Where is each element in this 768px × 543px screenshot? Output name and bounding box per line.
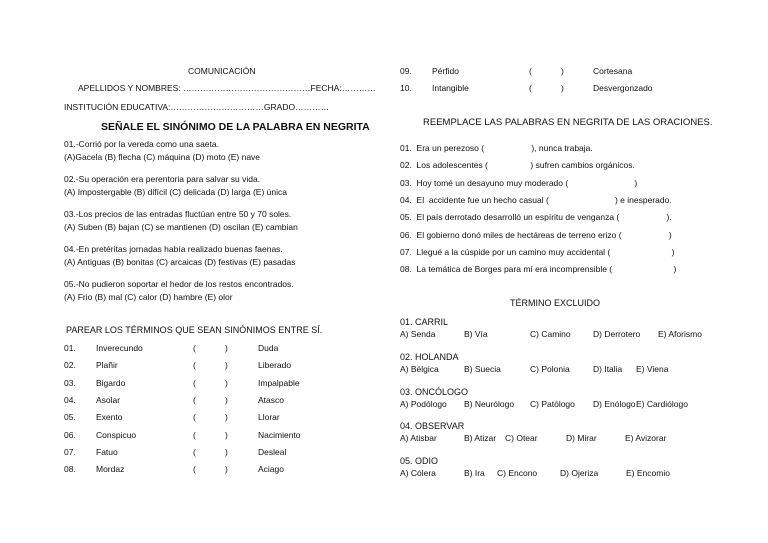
pair-term-a: Fatuo xyxy=(96,446,118,457)
pair-number: 04. xyxy=(64,394,76,405)
excluded-option: B) Ira xyxy=(464,468,485,478)
pair-blank-close: ) xyxy=(225,343,228,353)
excluded-option: E) Aforismo xyxy=(658,329,702,339)
replace-sentence: 02. Los adolescentes ( ) sufren cambios orgánicos. xyxy=(400,160,635,171)
pair-term-b: Impalpable xyxy=(258,377,300,388)
pair-number: 06. xyxy=(64,429,76,440)
question-options: (A)Gacela (B) flecha (C) máquina (D) moto (E) nave xyxy=(64,152,261,162)
excluded-keyword: 02. HOLANDA xyxy=(400,352,459,362)
excluded-option: A) Cólera xyxy=(400,468,436,478)
replace-sentence: 03. Hoy tomé un desayuno muy moderado ( ) xyxy=(400,177,638,188)
pair-term-a: Bigardo xyxy=(96,377,126,388)
pair-blank-close: ) xyxy=(561,83,564,93)
synonym-section-title: SEÑALE EL SINÓNIMO DE LA PALABRA EN NEGRITA xyxy=(101,121,370,133)
pair-blank-open: ( xyxy=(193,343,196,353)
excluded-option: C) Otear xyxy=(505,433,538,443)
excluded-option: C) Encono xyxy=(497,468,538,478)
pair-number: 02. xyxy=(64,360,76,371)
pairing-section-title: PAREAR LOS TÉRMINOS QUE SEAN SINÓNIMOS ENTRE SÍ. xyxy=(66,325,323,335)
excluded-option: E) Cardiólogo xyxy=(636,399,688,409)
pair-blank-close: ) xyxy=(225,446,228,457)
pair-blank-close: ) xyxy=(225,429,228,440)
school-grade-line: INSTITUCIÓN EDUCATIVA:……………………………GRADO………… xyxy=(64,102,330,112)
excluded-option: B) Atizar xyxy=(464,433,497,443)
excluded-option: B) Vía xyxy=(464,329,488,339)
pair-blank-close: ) xyxy=(225,412,228,423)
pair-term-b: Cortesana xyxy=(593,66,633,76)
pair-term-a: Conspicuo xyxy=(96,429,137,440)
excluded-option: C) Patólogo xyxy=(530,399,575,409)
question-text: 04.-En pretéritas jornadas había realizado buenas faenas. xyxy=(64,244,283,254)
excluded-keyword: 04. OBSERVAR xyxy=(400,421,465,431)
excluded-keyword: 01. CARRIL xyxy=(400,317,449,327)
pair-term-a: Intangible xyxy=(432,83,469,93)
pair-blank-open: ( xyxy=(193,429,196,440)
pair-blank-open: ( xyxy=(529,83,532,93)
excluded-option: B) Suecia xyxy=(464,364,501,374)
replace-sentence: 07. Llegué a la cúspide por un camino muy accidental ( ) xyxy=(400,246,675,257)
pair-term-a: Asolar xyxy=(96,394,121,405)
pair-term-b: Llorar xyxy=(258,412,280,423)
excluded-keyword: 03. ONCÓLOGO xyxy=(400,387,469,397)
excluded-section-title: TÉRMINO EXCLUIDO xyxy=(510,298,601,308)
excluded-option: A) Podólogo xyxy=(400,399,447,409)
pair-number: 09. xyxy=(400,66,412,76)
question-text: 02.-Su operación era perentoria para salvar su vida. xyxy=(64,174,261,184)
excluded-option: D) Mirar xyxy=(566,433,597,443)
pair-term-b: Nacimiento xyxy=(258,429,301,440)
replace-section-title: REEMPLACE LAS PALABRAS EN NEGRITA DE LAS ORACIONES. xyxy=(423,117,713,128)
pair-number: 01. xyxy=(64,343,76,353)
pair-blank-open: ( xyxy=(193,464,196,475)
question-options: (A) Frio (B) mal (C) calor (D) hambre (E) olor xyxy=(64,292,233,302)
question-text: 01.-Corrió por la vereda como una saeta. xyxy=(64,139,219,149)
pair-term-b: Duda xyxy=(258,343,279,353)
pair-blank-open: ( xyxy=(193,360,196,371)
excluded-option: C) Camino xyxy=(530,329,571,339)
excluded-option: A) Bélgica xyxy=(400,364,439,374)
replace-sentence: 08. La temática de Borges para mí era incomprensible ( ) xyxy=(400,264,677,275)
excluded-option: C) Polonia xyxy=(530,364,570,374)
question-text: 03.-Los precios de las entradas fluctúan entre 50 y 70 soles. xyxy=(64,209,292,219)
excluded-option: E) Encomio xyxy=(626,468,670,478)
pair-term-b: Desleal xyxy=(258,446,287,457)
question-options: (A) Antiguas (B) bonitas (C) arcaicas (D) festivas (E) pasadas xyxy=(64,257,296,267)
pair-term-a: Pérfido xyxy=(432,66,459,76)
pair-term-b: Desvergonzado xyxy=(593,83,653,93)
pair-blank-close: ) xyxy=(225,464,228,475)
pair-number: 10. xyxy=(400,83,412,93)
replace-sentence: 06. El gobierno donó miles de hectáreas de terreno erizo ( ) xyxy=(400,229,672,240)
pair-term-b: Atasco xyxy=(258,394,284,405)
names-date-line: APELLIDOS Y NOMBRES: ………………………………………FECHA:………… xyxy=(78,83,376,93)
pair-term-a: Mordaz xyxy=(96,464,125,475)
pair-blank-close: ) xyxy=(225,360,228,371)
excluded-option: D) Italia xyxy=(593,364,623,374)
pair-blank-close: ) xyxy=(225,394,228,405)
question-text: 05.-No pudieron soportar el hedor de los restos encontrados. xyxy=(64,279,294,289)
pair-term-b: Liberado xyxy=(258,360,292,371)
pair-blank-open: ( xyxy=(193,394,196,405)
replace-sentence: 05. El país derrotado desarrolló un espíritu de venganza ( ). xyxy=(400,212,672,223)
question-options: (A) Impostergable (B) difícil (C) delicada (D) larga (E) única xyxy=(64,187,287,197)
pair-blank-open: ( xyxy=(193,412,196,423)
question-options: (A) Suben (B) bajan (C) se mantienen (D) oscilan (E) cambian xyxy=(64,222,298,232)
pair-blank-open: ( xyxy=(193,446,196,457)
pair-term-a: Plañir xyxy=(96,360,118,371)
replace-sentence: 01. Era un perezoso ( ), nunca trabaja. xyxy=(400,143,593,153)
pair-number: 03. xyxy=(64,377,76,388)
pair-term-a: Inverecundo xyxy=(96,343,143,353)
excluded-keyword: 05. ODIO xyxy=(400,456,439,466)
excluded-option: D) Enólogo xyxy=(593,399,636,409)
excluded-option: A) Senda xyxy=(400,329,436,339)
pair-number: 08. xyxy=(64,464,76,475)
excluded-option: E) Avizorar xyxy=(625,433,667,443)
pair-term-b: Aciago xyxy=(258,464,284,475)
excluded-option: A) Atisbar xyxy=(400,433,437,443)
subject-heading: COMUNICACIÓN xyxy=(188,66,256,76)
pair-blank-close: ) xyxy=(225,377,228,388)
pair-blank-close: ) xyxy=(561,66,564,76)
excluded-option: D) Ojeriza xyxy=(560,468,599,478)
pair-blank-open: ( xyxy=(529,66,532,76)
excluded-option: E) Viena xyxy=(636,364,669,374)
pair-blank-open: ( xyxy=(193,377,196,388)
excluded-option: D) Derrotero xyxy=(593,329,641,339)
pair-number: 05. xyxy=(64,412,76,423)
excluded-option: B) Neurólogo xyxy=(464,399,515,409)
pair-number: 07. xyxy=(64,446,76,457)
replace-sentence: 04. El accidente fue un hecho casual ( ) e inesperado. xyxy=(400,194,672,205)
pair-term-a: Exento xyxy=(96,412,123,423)
